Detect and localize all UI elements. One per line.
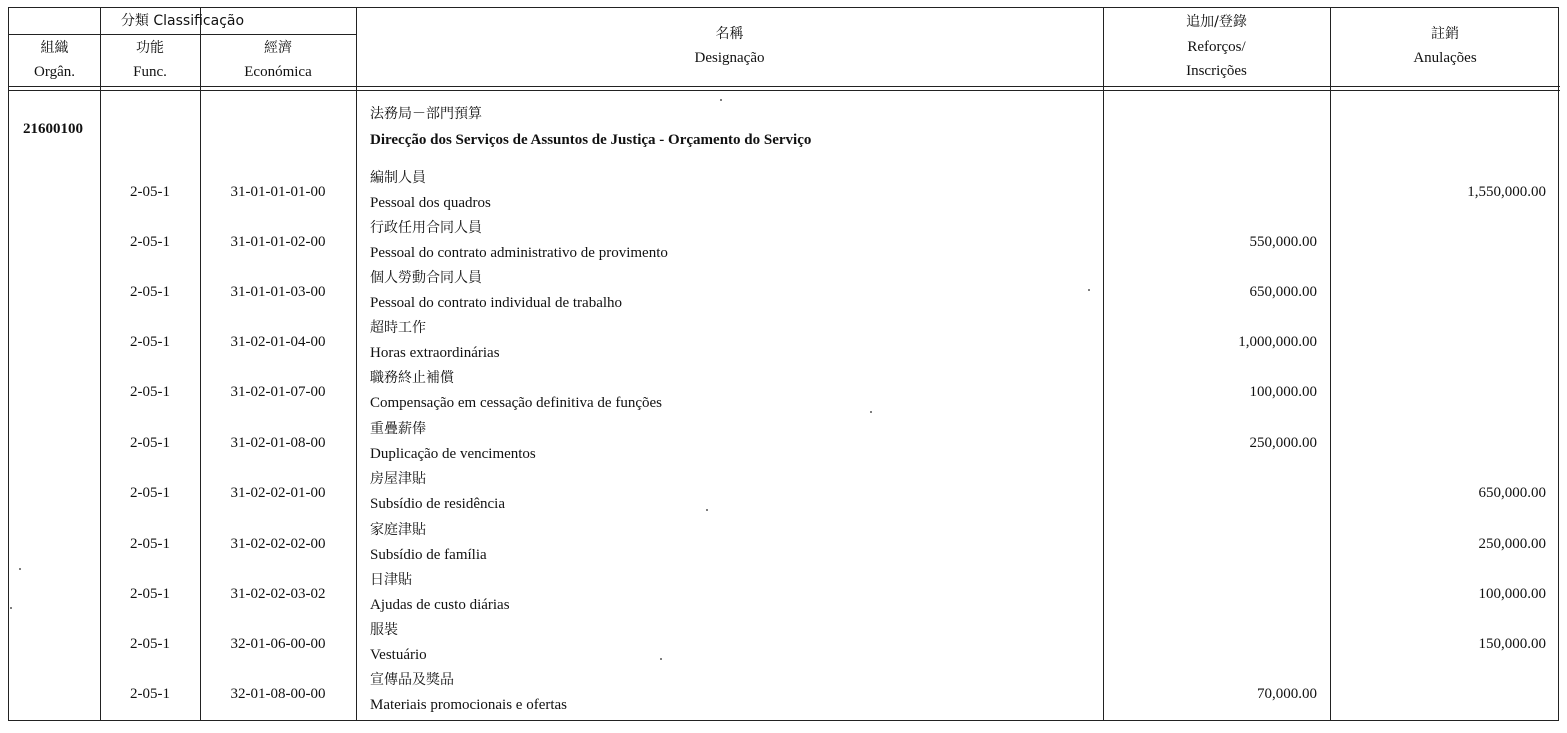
header-reinforcements-zh: 追加/登錄	[1186, 14, 1247, 30]
row-econ: 31-01-01-02-00	[230, 234, 326, 250]
header-econ-pt: Económica	[244, 64, 312, 80]
column-divider	[356, 8, 357, 720]
row-econ: 31-02-01-08-00	[230, 435, 326, 451]
row-econ: 31-02-01-04-00	[230, 334, 326, 350]
row-name-zh: 職務終止補償	[370, 370, 454, 386]
header-reinforcements-pt1: Reforços/	[1187, 39, 1246, 55]
row-anulacoes: 650,000.00	[1478, 485, 1546, 501]
header-designation-pt: Designação	[694, 50, 765, 66]
row-func: 2-05-1	[130, 334, 170, 350]
row-econ: 31-01-01-01-00	[230, 184, 326, 200]
classification-divider	[9, 34, 356, 35]
row-reforcos: 1,000,000.00	[1238, 334, 1317, 350]
row-name-pt: Horas extraordinárias	[370, 345, 500, 361]
row-name-zh: 重疊薪俸	[370, 421, 426, 437]
row-name-pt: Pessoal do contrato administrativo de provimento	[370, 245, 668, 261]
row-func: 2-05-1	[130, 384, 170, 400]
row-econ: 32-01-06-00-00	[230, 636, 326, 652]
header-econ-zh: 經濟	[264, 40, 292, 56]
row-name-pt: Pessoal do contrato individual de trabalho	[370, 295, 623, 311]
section-title-zh: 法務局－部門預算	[370, 106, 482, 122]
row-name-pt: Compensação em cessação definitiva de funções	[370, 395, 662, 411]
row-reforcos: 250,000.00	[1249, 435, 1317, 451]
row-name-pt: Subsídio de residência	[370, 496, 505, 512]
header-func-zh: 功能	[136, 40, 164, 56]
row-name-pt: Vestuário	[370, 647, 427, 663]
budget-table	[8, 7, 1559, 721]
row-econ: 31-02-02-03-02	[230, 586, 326, 602]
header-divider	[9, 86, 1560, 87]
row-anulacoes: 100,000.00	[1478, 586, 1546, 602]
scan-speck	[10, 607, 12, 609]
header-cancellations-pt: Anulações	[1413, 50, 1477, 66]
row-name-pt: Ajudas de custo diárias	[370, 597, 510, 613]
row-func: 2-05-1	[130, 536, 170, 552]
row-func: 2-05-1	[130, 284, 170, 300]
row-anulacoes: 250,000.00	[1478, 536, 1546, 552]
column-divider	[200, 8, 201, 720]
header-classification: 分類 Classificação	[120, 13, 245, 29]
column-divider	[1103, 8, 1104, 720]
row-econ: 31-01-01-03-00	[230, 284, 326, 300]
row-name-zh: 日津貼	[370, 572, 412, 588]
row-name-pt: Materiais promocionais e ofertas	[370, 697, 568, 713]
row-name-zh: 宣傳品及獎品	[370, 672, 454, 688]
row-name-zh: 編制人員	[370, 170, 426, 186]
row-reforcos: 550,000.00	[1249, 234, 1317, 250]
row-name-zh: 個人勞動合同人員	[370, 270, 482, 286]
row-econ: 32-01-08-00-00	[230, 686, 326, 702]
row-func: 2-05-1	[130, 686, 170, 702]
row-name-pt: Duplicação de vencimentos	[370, 446, 536, 462]
header-divider	[9, 90, 1560, 91]
header-organ-zh: 組織	[40, 40, 69, 56]
row-func: 2-05-1	[130, 234, 170, 250]
scan-speck	[720, 99, 722, 101]
organ-code: 21600100	[23, 121, 83, 137]
row-name-zh: 行政任用合同人員	[370, 220, 482, 236]
row-name-pt: Subsídio de família	[370, 547, 487, 563]
header-cancellations-zh: 註銷	[1431, 26, 1459, 42]
header-func-pt: Func.	[133, 64, 167, 80]
section-title-pt: Direcção dos Serviços de Assuntos de Justiça - Orçamento do Serviço	[370, 132, 812, 148]
scan-speck	[660, 658, 662, 660]
row-anulacoes: 1,550,000.00	[1467, 184, 1546, 200]
row-func: 2-05-1	[130, 586, 170, 602]
row-name-zh: 房屋津貼	[370, 471, 426, 487]
row-name-zh: 家庭津貼	[370, 522, 426, 538]
row-name-zh: 服裝	[370, 622, 398, 638]
column-divider	[1330, 8, 1331, 720]
row-func: 2-05-1	[130, 636, 170, 652]
scan-speck	[706, 509, 708, 511]
row-func: 2-05-1	[130, 184, 170, 200]
row-reforcos: 70,000.00	[1257, 686, 1317, 702]
row-reforcos: 650,000.00	[1249, 284, 1317, 300]
scan-speck	[1088, 289, 1090, 291]
row-econ: 31-02-02-01-00	[230, 485, 326, 501]
row-econ: 31-02-02-02-00	[230, 536, 326, 552]
header-reinforcements-pt2: Inscrições	[1186, 63, 1247, 79]
row-reforcos: 100,000.00	[1249, 384, 1317, 400]
row-name-zh: 超時工作	[370, 320, 426, 336]
row-econ: 31-02-01-07-00	[230, 384, 326, 400]
header-designation-zh: 名稱	[715, 26, 744, 42]
row-func: 2-05-1	[130, 485, 170, 501]
row-func: 2-05-1	[130, 435, 170, 451]
scan-speck	[19, 568, 21, 570]
column-divider	[100, 8, 101, 720]
row-name-pt: Pessoal dos quadros	[370, 195, 491, 211]
row-anulacoes: 150,000.00	[1478, 636, 1546, 652]
scan-speck	[870, 411, 872, 413]
header-organ-pt: Orgân.	[34, 64, 75, 80]
